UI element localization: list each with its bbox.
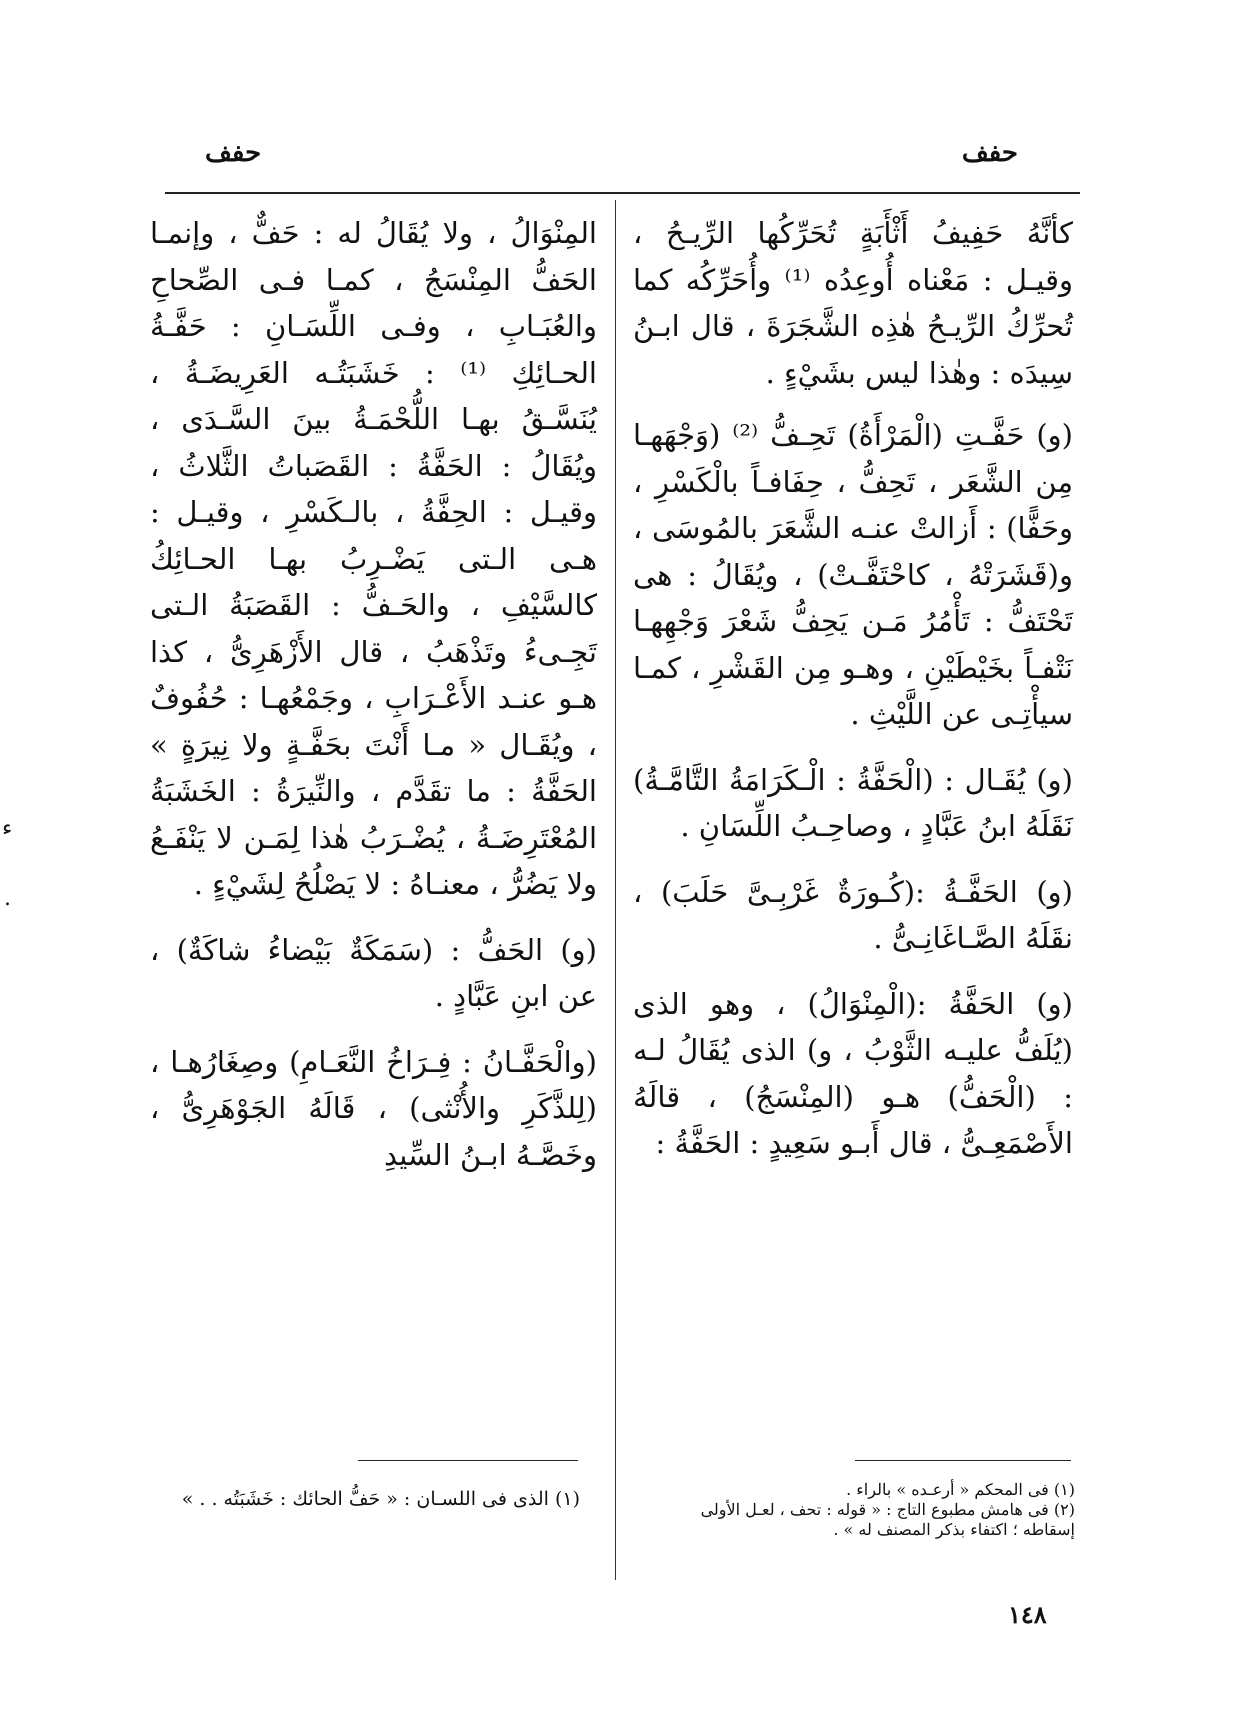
entry-paragraph: (و) الحَفَّةُ :(الْمِنْوَالُ) ، وهو الذى (يُلَفُّ عليـه الثَّوْبُ ، و) الذى يُقَالُ لـه : (الْحَفُّ) هـو (المِنْسَجُ) ، قالَهُ الأَصْمَعِـىُّ ، قال أَبـو سَعِيدٍ : الحَفَّةُ : [633, 986, 1073, 1160]
entry-paragraph: (و) يُقَـال : (الْحَفَّةُ : الْـكَرَامَةُ التَّامَّـةُ) نَقَلَهُ ابنُ عَبَّادٍ ، وصاحِـبُ اللِّسَانِ . [633, 762, 1073, 843]
footnote-rule-right [855, 1460, 1071, 1461]
footnote: (١) فى المحكم « أرعـده » بالراء . [846, 1480, 1075, 1499]
left-column [150, 210, 597, 1197]
running-head-right: حفف [961, 138, 1018, 168]
right-column [633, 210, 1073, 1186]
page-number: ١٤٨ [1008, 1600, 1047, 1629]
footnote: (١) الذى فى اللسـان : « حَفُّ الحائك : خَشَبَتُه . . » [181, 1488, 580, 1510]
header-rule [165, 192, 1080, 194]
footnote-rule-left [358, 1460, 578, 1461]
footnotes-left [150, 1488, 580, 1511]
running-head-left: حفف [205, 138, 262, 168]
footnotes-right [650, 1480, 1075, 1540]
margin-speck: . [4, 886, 11, 911]
entry-paragraph: كأنَّهُ حَفِيفُ أَثْأَبَةٍ تُحَرِّكُها الرِّيـحُ ، وقيـل : مَعْناه أُوعِدُه ⁽¹⁾ وأُحَرِّكُه كما تُحرِّكُ الرِّيـحُ هٰذِه الشَّجَرَةَ ، قال ابـنُ سِيدَه : وهٰذا ليس بشَيْءٍ . [633, 216, 1073, 390]
column-divider [615, 200, 616, 1580]
entry-paragraph: (و) الحَفُّ : (سَمَكَةٌ بَيْضاءُ شاكَةٌ) ، عن ابنِ عَبَّادٍ . [150, 932, 597, 1013]
entry-paragraph: المِنْوَالُ ، ولا يُقَالُ له : حَفٌّ ، وإنمـا الحَفُّ المِنْسَجُ ، كمـا فـى الصِّحاحِ والعُبَـابِ ، وفـى اللِّسَـانِ : حَفَّـةُ الحـائِكِ ⁽¹⁾ : خَشَبَتُـه العَرِيضَـةُ ، يُنَسَّـقُ بهـا اللُّحْمَـةُ بينَ السَّـدَى ، ويُقَالُ : الحَفَّةُ : القَصَباتُ الثَّلاثُ ، وقيـل : الحِفَّةُ ، بالـكَسْرِ ، وقيـل : هـى الـتى يَضْـرِبُ بهـا الحـائِكُ كالسَّيْفِ ، والحَـفُّ : القَصَبَةُ الـتى تَجِـىءُ وتَذْهَبُ ، قال الأَزْهَرِىُّ ، كذا هـو عنـد الأَعْـرَابِ ، وجَمْعُهـا : حُفُوفٌ ، ويُقَـال « مـا أَنْتَ بحَفَّـةٍ ولا نِيرَةٍ » الحَفَّةُ : ما تقَدَّم ، والنِّيرَةُ : الخَشَبَةُ المُعْتَرِضَـةُ ، يُضْـرَبُ هٰذا لِمَـن لا يَنْفَـعُ ولا يَضُرُّ ، معنـاهُ : لا يَصْلُحُ لِشَيْءٍ . [150, 216, 597, 901]
entry-paragraph: (و) الحَفَّـةُ :(كُـورَةٌ غَرْبِـىَّ حَلَبَ) ، نقَلَهُ الصَّـاغَانِـىُّ . [633, 874, 1073, 955]
margin-speck: ء [2, 816, 13, 841]
entry-paragraph: (و) حَفَّـتِ (الْمَرْأَةُ) تَحِـفُّ ⁽²⁾ (وَجْهَهـا مِن الشَّعَر ، تَحِفُّ ، حِفَافـاً بالْكَسْرِ ، وحَفًّا) : أَزالتْ عنـه الشَّعَرَ بالمُوسَى ، و(قَشَرَتْهُ ، كاحْتَفَّـتْ) ، ويُقَالُ : هى تَحْتَفُّ : تَأْمُرُ مَـن يَحِفُّ شَعْرَ وَجْهِهـا نَتْفـاً بخَيْطَيْنِ ، وهـو مِن القَشْرِ ، كمـا سيأْتِـى عن اللَّيْثِ . [633, 418, 1073, 731]
footnote: (٢) فى هامش مطبوع التاج : « قوله : تحف ، لعـل الأولى إسقاطه ؛ اكتفاء بذكر المصنف له » . [700, 1500, 1075, 1539]
entry-paragraph: (والْحَفَّـانُ : فِـرَاخُ النَّعَـامِ) وصِغَارُهـا ، (لِلذَّكَرِ والأُنْثى) ، قَالَهُ الجَوْهَرِىُّ ، وخَصَّـهُ ابـنُ السِّيدِ [150, 1044, 597, 1172]
